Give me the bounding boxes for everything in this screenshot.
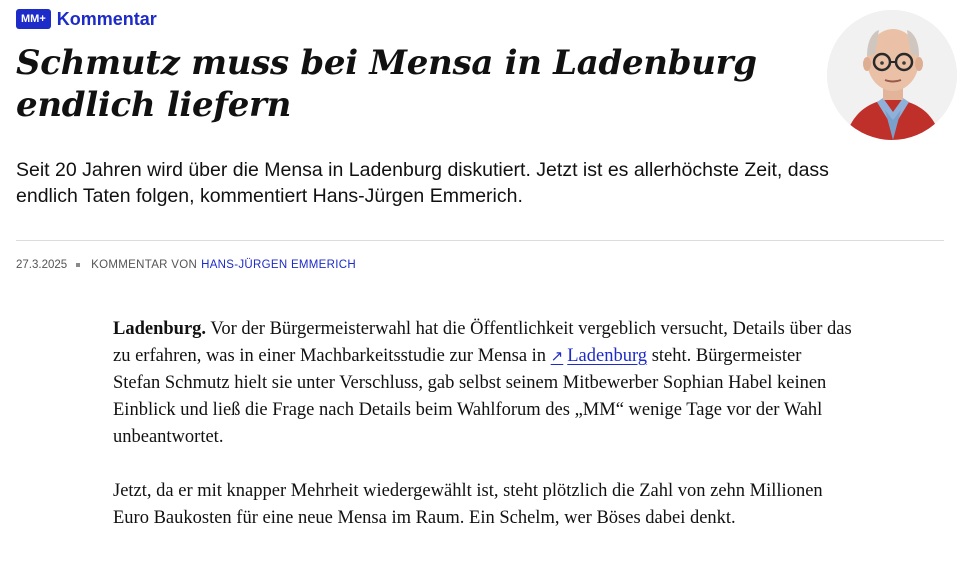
article-body [113,316,853,559]
article-meta [16,258,356,272]
ladenburg-link[interactable] [551,346,647,366]
separator-dot [76,263,80,267]
mm-plus-badge: MM+ [16,9,51,29]
author-link[interactable]: HANS-JÜRGEN EMMERICH [201,259,356,271]
paragraph-text: Vor der Bürgermeisterwahl hat die Öffentlichkeit vergeblich versucht, Details über das zu erfahren, was in einer Machbarkeitsstudie zur Mensa in [113,319,852,366]
byline-prefix: KOMMENTAR VON [91,259,198,271]
dateline-place: Ladenburg. [113,319,207,339]
author-portrait-icon [827,10,957,140]
kicker-label: Kommentar [56,9,157,29]
body-paragraph: Jetzt, da er mit knapper Mehrheit wiedergewählt ist, steht plötzlich die Zahl von zehn Millionen Euro Baukosten für eine neue Mensa im Raum. Ein Schelm, wer Böses dabei denkt. [113,481,823,528]
header-divider [16,240,944,241]
author-avatar[interactable] [827,10,957,140]
publish-date: 27.3.2025 [16,259,68,271]
paragraph-text: steht. Bürgermeister Stefan Schmutz hielt sie unter Verschluss, gab selbst seinem Mitbewerber Sophian Habel keinen Einblick und ließ die Frage nach Details beim Wahlforum des „MM“ wenige Tage vor der Wahl unbeantwortet. [113,346,827,447]
external-link-icon: ↗ [550,347,564,365]
article-teaser: Seit 20 Jahren wird über die Mensa in Ladenburg diskutiert. Jetzt ist es allerhöchste Zeit, dass endlich Taten folgen, kommentiert Hans-Jürgen Emmerich. [16,159,829,207]
link-label: Ladenburg [567,346,648,366]
article-headline: Schmutz muss bei Mensa in Ladenburg endlich liefern [16,43,757,125]
body-paragraph [113,316,853,451]
article-kicker [16,9,157,29]
